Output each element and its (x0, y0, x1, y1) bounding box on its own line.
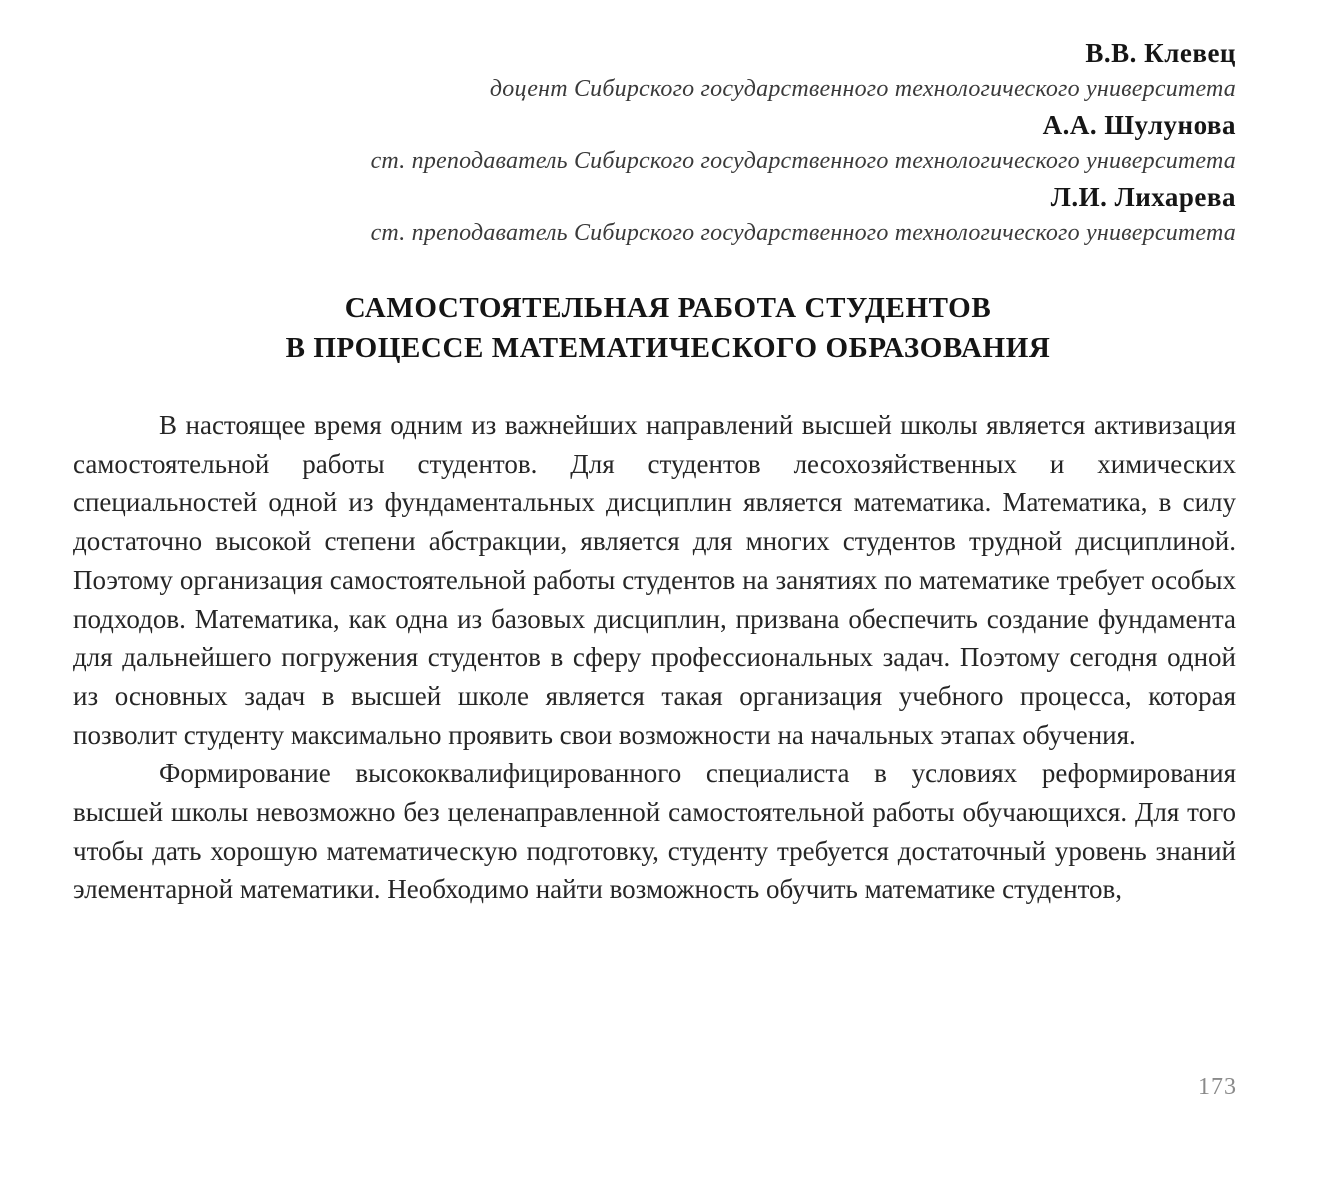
author-name: Л.И. Лихарева (1050, 182, 1236, 212)
author-affiliation: доцент Сибирского государственного технологического университета (489, 76, 1236, 102)
author-affiliation: ст. преподаватель Сибирского государственного технологического университета (370, 220, 1236, 246)
title-line: САМОСТОЯТЕЛЬНАЯ РАБОТА СТУДЕНТОВ (344, 292, 992, 324)
title-line: В ПРОЦЕССЕ МАТЕМАТИЧЕСКОГО ОБРАЗОВАНИЯ (285, 332, 1051, 364)
article-title (100, 288, 1236, 368)
body-paragraph: В настоящее время одним из важнейших направлений высшей школы является активизация самостоятельной работы студентов. Для студентов лесохозяйственных и химических специальностей одной из фундаментальных дисциплин является математика. Математика, в силу достаточно высокой степени абстракции, является для многих студентов трудной дисциплиной. Поэтому организация самостоятельной работы студентов на занятиях по математике требует особых подходов. Математика, как одна из базовых дисциплин, призвана обеспечить создание фундамента для дальнейшего погружения студентов в сферу профессиональных задач. Поэтому сегодня одной из основных задач в высшей школе является такая организация учебного процесса, которая позволит студенту максимально проявить свои возможности на начальных этапах обучения. (73, 410, 1236, 750)
article-body (73, 406, 1236, 909)
body-paragraph: Формирование высококвалифицированного специалиста в условиях реформирования высшей школы невозможно без целенаправленной самостоятельной работы обучающихся. Для того чтобы дать хорошую математическую подготовку, студенту требуется достаточный уровень знаний элементарной математики. Необходимо найти возможность обучить математике студентов, (73, 758, 1236, 905)
page-number: 173 (1198, 1074, 1237, 1100)
author-affiliation: ст. преподаватель Сибирского государственного технологического университета (370, 148, 1236, 174)
author-name: В.В. Клевец (1085, 38, 1236, 68)
author-name: А.А. Шулунова (1042, 110, 1236, 140)
author-block (371, 36, 1236, 252)
